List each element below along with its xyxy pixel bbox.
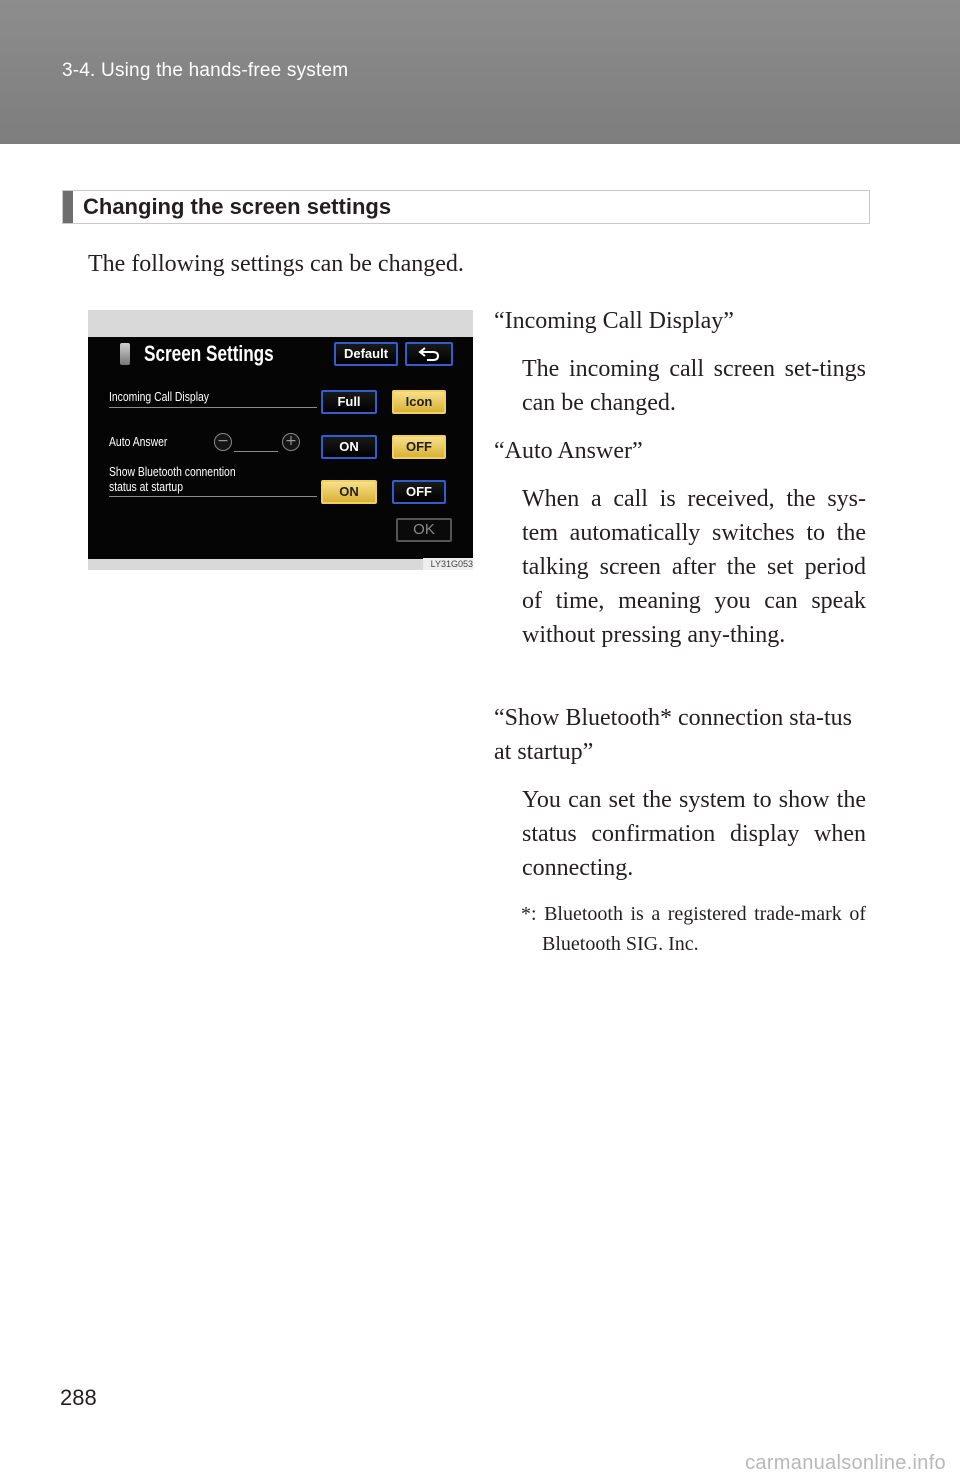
section-title: Changing the screen settings: [83, 194, 392, 219]
item-title: “Incoming Call Display”: [494, 308, 734, 334]
bluetooth-off-button[interactable]: OFF: [392, 480, 446, 504]
row-divider: [234, 451, 278, 452]
header-section-title: 3-4. Using the hands-free system: [62, 60, 349, 81]
page-number: 288: [60, 1385, 97, 1410]
section-heading-bar: [62, 190, 870, 224]
minus-icon[interactable]: −: [214, 433, 232, 451]
auto-answer-off-button[interactable]: OFF: [392, 435, 446, 459]
image-id: LY31G053: [423, 558, 473, 570]
bluetooth-status-label-line2: status at startup: [109, 479, 183, 494]
row-divider: [109, 496, 317, 497]
bluetooth-status-label-line1: Show Bluetooth connention: [109, 464, 236, 479]
ok-button[interactable]: OK: [396, 518, 452, 542]
incoming-icon-button[interactable]: Icon: [392, 390, 446, 414]
item-body: The incoming call screen set-tings can be changed.: [522, 356, 866, 416]
item-show-bluetooth-status: [494, 701, 866, 885]
intro-text: The following settings can be changed.: [88, 251, 464, 277]
item-body: When a call is received, the sys-tem automatically switches to the talking screen after the set period of time, meaning you can speak without pressing any-thing.: [522, 486, 866, 648]
watermark: carmanualsonline.info: [745, 1452, 946, 1474]
header-band: [0, 0, 960, 144]
item-body: You can set the system to show the status confirmation display when connecting.: [522, 787, 866, 881]
bluetooth-trademark-footnote: *: Bluetooth is a registered trade-mark of Bluetooth SIG. Inc.: [521, 903, 866, 955]
row-divider: [109, 407, 317, 408]
phone-icon: [120, 343, 130, 365]
auto-answer-label: Auto Answer: [109, 434, 168, 449]
plus-icon[interactable]: +: [282, 433, 300, 451]
item-title: “Show Bluetooth* connection sta-tus at startup”: [494, 705, 852, 765]
screen-title: Screen Settings: [144, 341, 274, 366]
screen-settings-image: [88, 310, 473, 570]
screen-display: [88, 337, 473, 559]
incoming-full-button[interactable]: Full: [321, 390, 377, 414]
incoming-call-display-label: Incoming Call Display: [109, 389, 209, 404]
section-accent: [63, 191, 73, 223]
back-button[interactable]: [405, 342, 453, 366]
return-arrow-icon: [418, 347, 440, 361]
item-auto-answer: [494, 434, 866, 652]
item-title: “Auto Answer”: [494, 438, 643, 464]
item-incoming-call-display: [494, 304, 866, 420]
bluetooth-on-button[interactable]: ON: [321, 480, 377, 504]
auto-answer-on-button[interactable]: ON: [321, 435, 377, 459]
default-button[interactable]: Default: [334, 342, 398, 366]
